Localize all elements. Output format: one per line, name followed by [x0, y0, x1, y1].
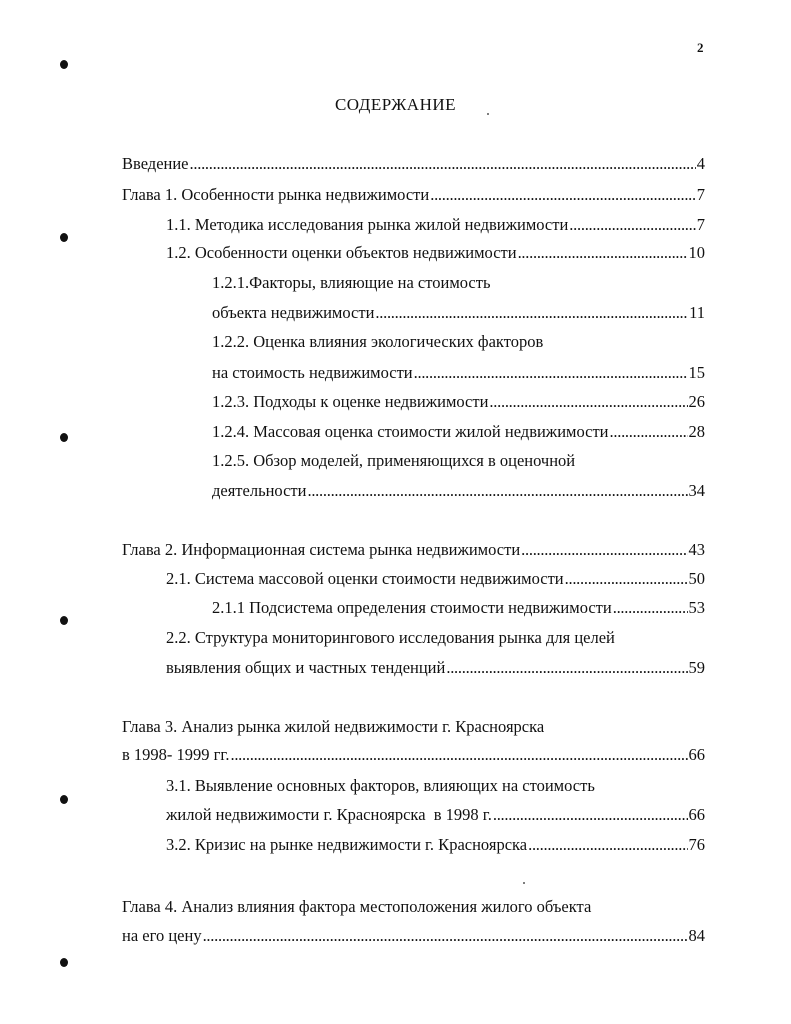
toc-entry-intro[interactable] — [122, 152, 705, 176]
toc-page-number: 76 — [688, 835, 705, 854]
toc-entry-title: 1.2.4. Массовая оценка стоимости жилой недвижимости — [212, 422, 609, 441]
dot-leader — [307, 479, 687, 503]
binder-hole-mark — [60, 60, 68, 69]
toc-entry-section-1-2-2-line1: 1.2.2. Оценка влияния экологических факторов — [212, 332, 544, 351]
toc-entry-title: на стоимость недвижимости — [212, 363, 413, 382]
dot-leader — [610, 420, 688, 444]
dot-leader — [489, 390, 687, 414]
toc-entry-chapter-3-line1: Глава 3. Анализ рынка жилой недвижимости г. Красноярска — [122, 717, 545, 736]
toc-entry-title: 3.2. Кризис на рынке недвижимости г. Красноярска — [166, 835, 528, 854]
dot-leader — [414, 361, 688, 385]
binder-hole-mark — [60, 233, 68, 242]
toc-entry-title: деятельности — [212, 481, 307, 500]
dot-leader — [230, 743, 687, 767]
toc-page-number: 15 — [688, 363, 705, 382]
toc-entry-chapter-1[interactable] — [122, 183, 705, 207]
scan-speck — [487, 113, 489, 115]
toc-page-number: 34 — [688, 481, 705, 500]
dot-leader — [528, 833, 687, 857]
dot-leader — [375, 301, 688, 325]
dot-leader — [521, 538, 687, 562]
binder-hole-mark — [60, 433, 68, 442]
dot-leader — [565, 567, 688, 591]
page-title: СОДЕРЖАНИЕ — [334, 95, 457, 114]
toc-entry-section-1-2-1-line1: 1.2.1.Факторы, влияющие на стоимость — [212, 273, 491, 292]
dot-leader — [190, 152, 696, 176]
toc-page-number: 10 — [688, 243, 705, 262]
toc-entry-section-1-2-5-line1: 1.2.5. Обзор моделей, применяющихся в оценочной — [212, 451, 576, 470]
toc-entry-title: 2.1. Система массовой оценки стоимости недвижимости — [166, 569, 564, 588]
toc-entry-section-1-2-2[interactable] — [212, 361, 705, 385]
toc-entry-section-2-2[interactable] — [166, 656, 705, 680]
toc-entry-section-2-1-1[interactable] — [212, 596, 705, 620]
toc-entry-section-2-1[interactable] — [166, 567, 705, 591]
toc-entry-title: жилой недвижимости г. Красноярска в 1998 г. — [166, 805, 492, 824]
toc-entry-section-1-2-4[interactable] — [212, 420, 705, 444]
toc-entry-title: 1.2. Особенности оценки объектов недвижимости — [166, 243, 517, 262]
binder-hole-mark — [60, 795, 68, 804]
dot-leader — [569, 213, 695, 237]
toc-page-number: 59 — [688, 658, 705, 677]
toc-page-number: 7 — [696, 185, 705, 204]
dot-leader — [493, 803, 688, 827]
toc-entry-section-3-1-line1: 3.1. Выявление основных факторов, влияющих на стоимость — [166, 776, 595, 795]
dot-leader — [518, 241, 688, 265]
toc-entry-section-3-1[interactable] — [166, 803, 705, 827]
toc-entry-chapter-4-line1: Глава 4. Анализ влияния фактора местоположения жилого объекта — [122, 897, 592, 916]
toc-entry-title: 2.1.1 Подсистема определения стоимости недвижимости — [212, 598, 612, 617]
binder-hole-mark — [60, 958, 68, 967]
dot-leader — [446, 656, 687, 680]
toc-page-number: 11 — [689, 303, 705, 322]
toc-page-number: 84 — [688, 926, 705, 945]
toc-entry-section-1-2-1[interactable] — [212, 301, 705, 325]
toc-page-number: 26 — [688, 392, 705, 411]
binder-hole-mark — [60, 616, 68, 625]
toc-entry-chapter-2[interactable] — [122, 538, 705, 562]
toc-page-number: 7 — [696, 215, 705, 234]
toc-page-number: 4 — [696, 154, 705, 173]
dot-leader — [430, 183, 696, 207]
page-number: 2 — [697, 40, 704, 55]
dot-leader — [613, 596, 688, 620]
toc-entry-title: в 1998- 1999 гг. — [122, 745, 230, 764]
toc-page-number: 50 — [688, 569, 705, 588]
toc-entry-chapter-3[interactable] — [122, 743, 705, 767]
toc-entry-title: Глава 2. Информационная система рынка недвижимости — [122, 540, 521, 559]
toc-entry-title: объекта недвижимости — [212, 303, 375, 322]
toc-entry-section-3-2[interactable] — [166, 833, 705, 857]
toc-entry-section-1-2-3[interactable] — [212, 390, 705, 414]
toc-page-number: 66 — [688, 745, 705, 764]
toc-entry-chapter-4[interactable] — [122, 924, 705, 948]
toc-page-number: 53 — [688, 598, 705, 617]
toc-entry-title: Введение — [122, 154, 189, 173]
toc-entry-section-1-2-5[interactable] — [212, 479, 705, 503]
toc-page-number: 66 — [688, 805, 705, 824]
toc-entry-title: 1.2.3. Подходы к оценке недвижимости — [212, 392, 489, 411]
toc-entry-section-1-1[interactable] — [166, 213, 705, 237]
toc-page-number: 28 — [688, 422, 705, 441]
toc-entry-title: на его цену — [122, 926, 202, 945]
toc-page-number: 43 — [688, 540, 705, 559]
scan-speck — [523, 882, 525, 884]
toc-entry-section-1-2[interactable] — [166, 241, 705, 265]
toc-entry-title: Глава 1. Особенности рынка недвижимости — [122, 185, 430, 204]
dot-leader — [203, 924, 688, 948]
toc-entry-section-2-2-line1: 2.2. Структура мониторингового исследования рынка для целей — [166, 628, 615, 647]
toc-entry-title: выявления общих и частных тенденций — [166, 658, 446, 677]
toc-entry-title: 1.1. Методика исследования рынка жилой недвижимости — [166, 215, 569, 234]
